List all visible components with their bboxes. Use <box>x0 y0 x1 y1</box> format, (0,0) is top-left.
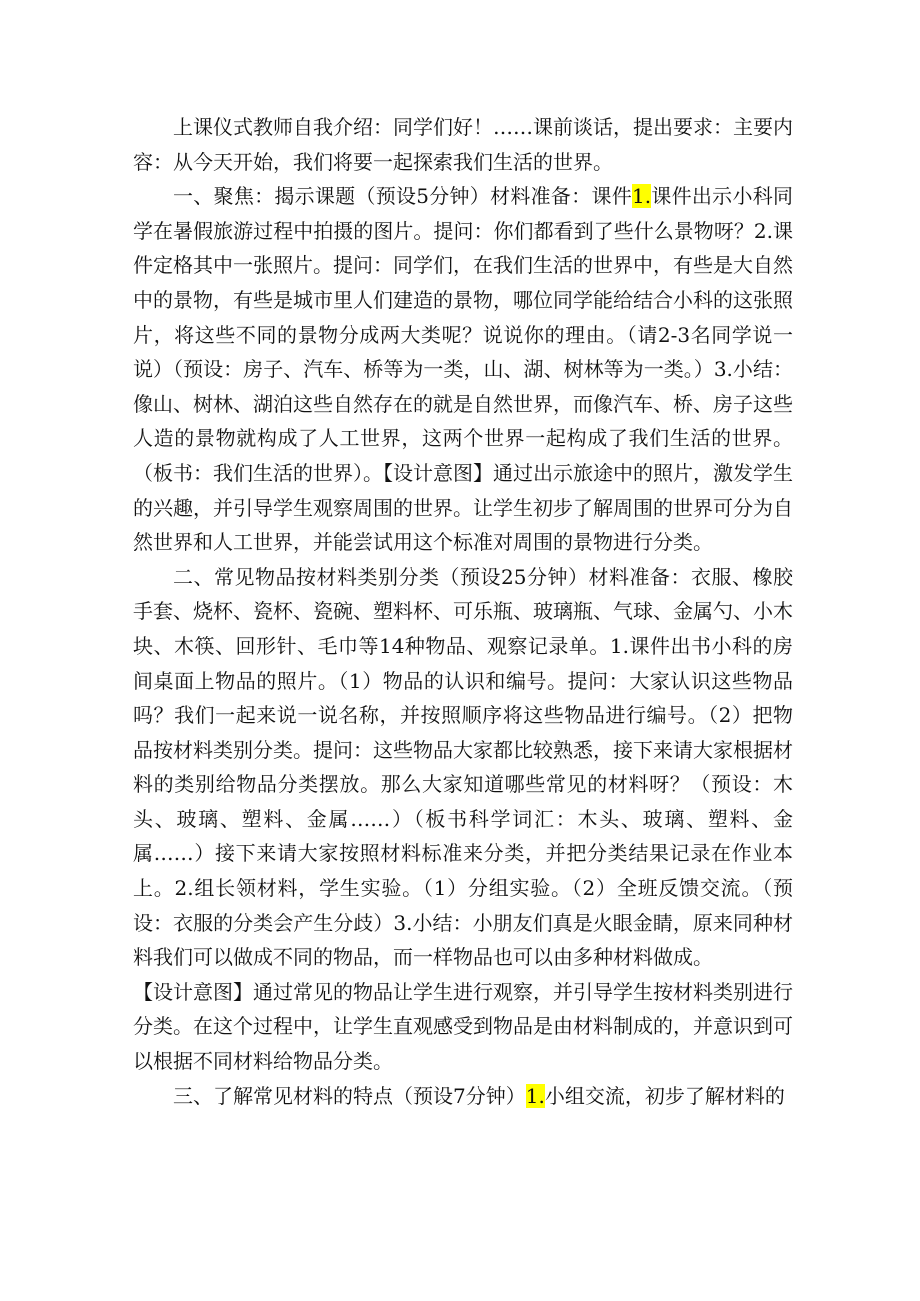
section-3-body: 小组交流，初步了解材料的 <box>544 1083 785 1108</box>
section-1-body: 课件出示小科同学在暑假旅游过程中拍摄的图片。提问：你们都看到了些什么景物呀？2.课件定格其中一张照片。提问：同学们，在我们生活的世界中，有些是大自然中的景物，有些是城市里人们建造的景物，哪位同学能给结合小科的这张照片，将这些不同的景物分成两大类呢？说说你的理由。（请2-3名同学说一说）（预设：房子、汽车、桥等为一类，山、湖、树林等为一类。）3.小结：像山、树林、湖泊这些自然存在的就是自然世界，而像汽车、桥、房子这些人造的景物就构成了人工世界，这两个世界一起构成了我们生活的世界。（板书：我们生活的世界）。【设计意图】通过出示旅途中的照片，激发学生的兴趣，并引导学生观察周围的世界。让学生初步了解周围的世界可分为自然世界和人工世界，并能尝试用这个标准对周围的景物进行分类。 <box>133 184 794 555</box>
section-3-lead: 三、了解常见材料的特点（预设7分钟） <box>173 1083 526 1108</box>
document-page <box>133 110 793 1113</box>
highlighted-number: 1. <box>525 1083 545 1108</box>
paragraph-design-intent: 【设计意图】通过常见的物品让学生进行观察，并引导学生按材料类别进行分类。在这个过程中，让学生直观感受到物品是由材料制成的，并意识到可以根据不同材料给物品分类。 <box>133 979 793 1074</box>
paragraph-section-2: 二、常见物品按材料类别分类（预设25分钟）材料准备：衣服、橡胶手套、烧杯、瓷杯、瓷碗、塑料杯、可乐瓶、玻璃瓶、气球、金属勺、小木块、木筷、回形针、毛巾等14种物品、观察记录单。1.课件出书小科的房间桌面上物品的照片。（1）物品的认识和编号。提问：大家认识这些物品吗？我们一起来说一说名称，并按照顺序将这些物品进行编号。（2）把物品按材料类别分类。提问：这些物品大家都比较熟悉，接下来请大家根据材料的类别给物品分类摆放。那么大家知道哪些常见的材料呀？（预设：木头、玻璃、塑料、金属……）（板书科学词汇：木头、玻璃、塑料、金属……）接下来请大家按照材料标准来分类，并把分类结果记录在作业本上。2.组长领材料，学生实验。（1）分组实验。（2）全班反馈交流。（预设：衣服的分类会产生分歧）3.小结：小朋友们真是火眼金睛，原来同种材料我们可以做成不同的物品，而一样物品也可以由多种材料做成。 <box>133 564 793 970</box>
highlighted-number: 1. <box>632 184 652 209</box>
paragraph-section-3 <box>133 1079 793 1114</box>
paragraph-section-1 <box>133 179 793 560</box>
section-1-lead: 一、聚焦：揭示课题（预设5分钟）材料准备：课件 <box>173 184 632 209</box>
paragraph-intro: 上课仪式教师自我介绍：同学们好！……课前谈话，提出要求：主要内容：从今天开始，我们将要一起探索我们生活的世界。 <box>133 115 793 174</box>
